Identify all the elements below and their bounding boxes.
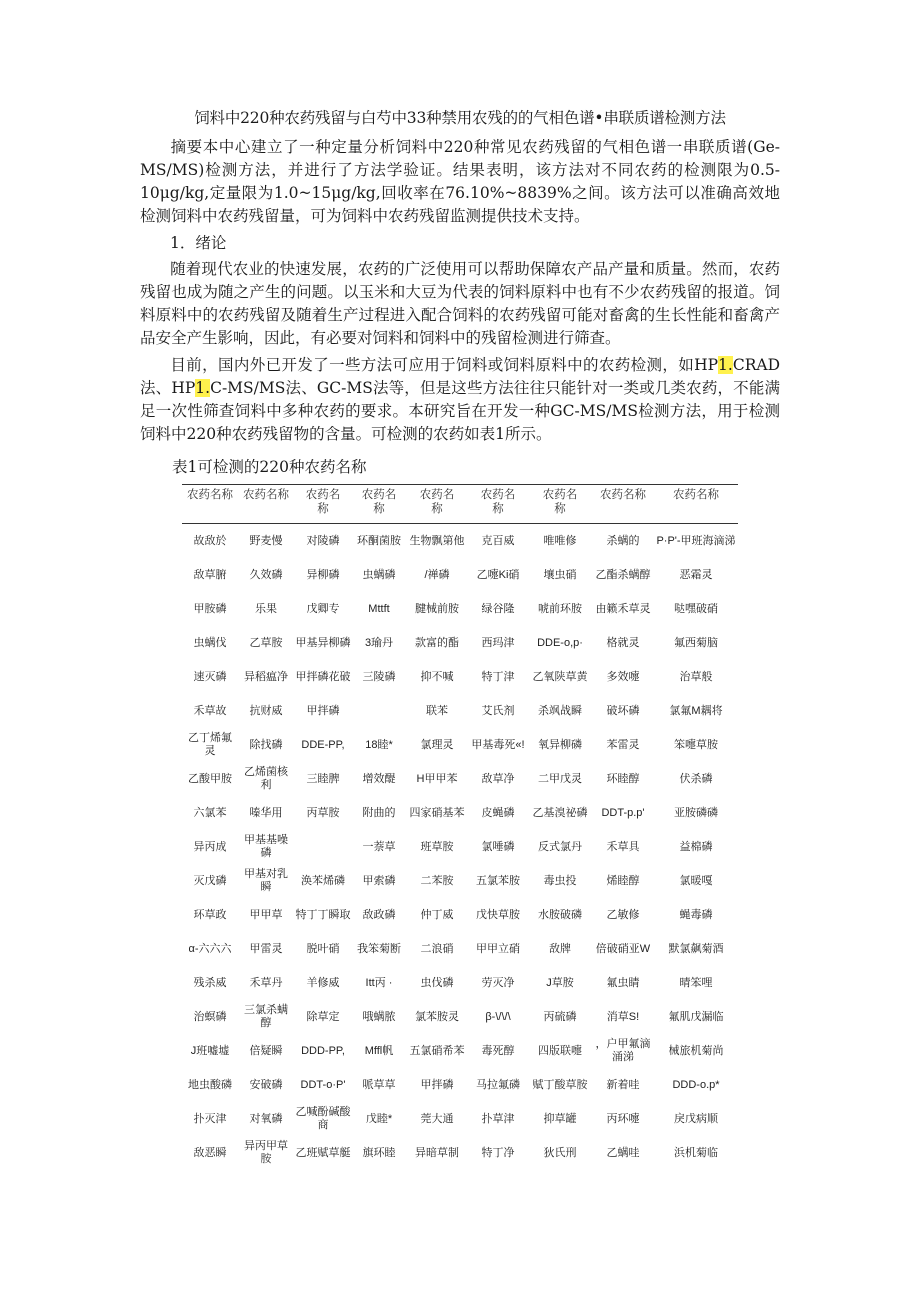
table-cell: 腱械前胺 bbox=[415, 602, 459, 615]
table-cell: 壤虫硝 bbox=[543, 568, 577, 581]
table-cell: 班草胺 bbox=[420, 840, 454, 853]
table-cell: 异丙成 bbox=[193, 840, 227, 853]
table-cell: 氯氟M耦将 bbox=[669, 704, 723, 717]
table-row bbox=[182, 932, 738, 966]
table-cell: 抗财威 bbox=[249, 704, 283, 717]
table-cell: 戊快草胺 bbox=[476, 908, 520, 921]
table-cell: 乙酸甲胺 bbox=[188, 772, 232, 785]
highlight-mark: 1. bbox=[718, 356, 733, 374]
table-cell: 三睦脾 bbox=[306, 772, 340, 785]
table-cell: /禅磷 bbox=[424, 568, 450, 581]
table-row bbox=[182, 694, 738, 728]
table-cell: 抑不喊 bbox=[420, 670, 454, 683]
table-header-cell: 农药名称 bbox=[673, 489, 719, 501]
table-cell: 倍疑瞬 bbox=[249, 1044, 283, 1057]
table-header-cell: 农药名 称 bbox=[542, 489, 578, 515]
table-cell: 除找磷 bbox=[249, 738, 283, 751]
table-cell: 毒死醇 bbox=[481, 1044, 515, 1057]
table-cell: 戊睦* bbox=[365, 1112, 393, 1125]
table-cell: 劳灭净 bbox=[481, 976, 515, 989]
table-cell: 由籁禾草灵 bbox=[595, 602, 651, 615]
table-row bbox=[182, 592, 738, 626]
table-cell: 涣苯烯磷 bbox=[301, 874, 345, 887]
document-title: 饲料中220种农药残留与白芍中33种禁用农残的的气相色谱•串联质谱检测方法 bbox=[194, 109, 726, 127]
table-cell: 异暗草制 bbox=[415, 1146, 459, 1159]
table-cell: Mttft bbox=[368, 602, 390, 615]
table-cell: 旗环睦 bbox=[362, 1146, 396, 1159]
table-cell: J草胺 bbox=[546, 976, 574, 989]
table-cell: 环睦醇 bbox=[606, 772, 640, 785]
table-cell: ，户甲氟滴涌涕 bbox=[595, 1038, 651, 1063]
table-cell bbox=[294, 830, 352, 864]
table-cell: 水胺破磷 bbox=[538, 908, 582, 921]
table-cell: 氯唾磷 bbox=[481, 840, 515, 853]
table-cell: DDT-p.p' bbox=[601, 806, 645, 819]
table-cell: 乙烯菌核利 bbox=[244, 766, 288, 791]
table-cell: 治螟磷 bbox=[193, 1010, 227, 1023]
table-cell: 故敌於 bbox=[193, 534, 227, 547]
table-cell: 甲甲立硝 bbox=[476, 942, 520, 955]
table-cell: 马拉氟磷 bbox=[476, 1078, 520, 1091]
intro-text: 随着现代农业的快速发展，农药的广泛使用可以帮助保障农产品产量和质量。然而，农药残留也成为随之产生的问题。以玉米和大豆为代表的饲料原料中也有不少农药残留的报道。饲料原料中的农药残留及随着生产过程进入配合饲料的农药残留可能对畜禽的生长性能和畜禽产品安全产生影响，因此，有必要对饲料和饲料中的残留检测进行筛查。 bbox=[140, 260, 780, 347]
table-cell: 扑灭津 bbox=[193, 1112, 227, 1125]
table-row bbox=[182, 966, 738, 1000]
table-header-cell: 农药名称 bbox=[187, 489, 233, 501]
table-cell: 械旅机菊尚 bbox=[668, 1044, 724, 1057]
table-cell: 笨嚏草胺 bbox=[674, 738, 718, 751]
abstract-text: 摘要本中心建立了一种定量分析饲料中220种常见农药残留的气相色谱一串联质谱(Ge-MS/MS)检测方法，并进行了方法学验证。结果表明，该方法对不同农药的检测限为0.5-10μg∕kg,定量限为1.0~15μg∕kg,回收率在76.10%~8839%之间。该方法可以准确高效地检测饲料中农药残留量，可为饲料中农药残留监测提供技术支持。 bbox=[140, 138, 780, 225]
table-cell: 绿谷隆 bbox=[481, 602, 515, 615]
table-cell: 甲基毒死«! bbox=[471, 738, 525, 751]
table-row bbox=[182, 1136, 738, 1170]
table-cell: 赋丁酸草胺 bbox=[532, 1078, 588, 1091]
table-row bbox=[182, 524, 738, 559]
table-row bbox=[182, 1068, 738, 1102]
table-cell: 甲拌磷 bbox=[420, 1078, 454, 1091]
table-cell: 联苯 bbox=[426, 704, 448, 717]
table-cell: 敌草净 bbox=[481, 772, 515, 785]
table-cell: Mffl帆 bbox=[364, 1044, 394, 1057]
table-cell: 禾草故 bbox=[193, 704, 227, 717]
table-cell: 附曲的 bbox=[362, 806, 396, 819]
table-row bbox=[182, 762, 738, 796]
table-cell: DDT-o·P' bbox=[300, 1078, 346, 1091]
table-cell: 唬前环胺 bbox=[538, 602, 582, 615]
table-cell: 晴笨哩 bbox=[679, 976, 713, 989]
table-header-cell: 农药名 称 bbox=[480, 489, 516, 515]
table-cell: 乙草胺 bbox=[249, 636, 283, 649]
table-cell: 异丙甲草胺 bbox=[244, 1140, 288, 1165]
table-cell: 哦螨脓 bbox=[362, 1010, 396, 1023]
table-cell: 三陵磷 bbox=[362, 670, 396, 683]
intro-paragraph bbox=[140, 258, 780, 350]
table-cell: 氟西菊脑 bbox=[674, 636, 718, 649]
table-row bbox=[182, 558, 738, 592]
table-cell: β-\/\/\ bbox=[485, 1010, 511, 1023]
table-cell: 敌恶瞬 bbox=[193, 1146, 227, 1159]
table-cell: 乙螨哇 bbox=[606, 1146, 640, 1159]
table-cell: 安破磷 bbox=[249, 1078, 283, 1091]
methods-paragraph bbox=[140, 354, 780, 446]
table-cell: 增效醍 bbox=[362, 772, 396, 785]
table-cell: 乙嚏Ki硝 bbox=[476, 568, 520, 581]
table-cell: 烯睦醇 bbox=[606, 874, 640, 887]
table-cell: 虫螨伐 bbox=[193, 636, 227, 649]
table-cell: 抑草罐 bbox=[543, 1112, 577, 1125]
table-cell: α-六六六 bbox=[188, 942, 232, 955]
table-cell: 氯暖嘎 bbox=[679, 874, 713, 887]
table-cell: 甲胺磷 bbox=[193, 602, 227, 615]
table-cell: 乙班赋草艇 bbox=[295, 1146, 351, 1159]
table-cell: 久效磷 bbox=[249, 568, 283, 581]
table-cell: 乙喊酚碱酸商 bbox=[295, 1106, 351, 1131]
table-cell: 杀螨的 bbox=[606, 534, 640, 547]
table-cell: 毒虫投 bbox=[543, 874, 577, 887]
table-cell: 五氯苯胺 bbox=[476, 874, 520, 887]
table-row bbox=[182, 626, 738, 660]
table-cell: 丙草胺 bbox=[306, 806, 340, 819]
table-cell: 甲索磷 bbox=[362, 874, 396, 887]
methods-text: 目前，国内外已开发了一些方法可应用于饲料或饲料原料中的农药检测，如HP1.CRAD法、HP1.C-MS/MS法、GC-MS法等，但是这些方法往往只能针对一类或几类农药，不能满足一次性筛查饲料中多种农药的要求。本研究旨在开发一种GC-MS∕MS检测方法，用于检测饲料中220种农药残留物的含量。可检测的农药如表1所示。 bbox=[140, 356, 780, 443]
table-cell: 克百威 bbox=[481, 534, 515, 547]
table-cell: 羊修威 bbox=[306, 976, 340, 989]
table-cell: 丙环嚏 bbox=[606, 1112, 640, 1125]
table-cell: 乙酯杀螨醇 bbox=[595, 568, 651, 581]
table-cell: 敌牌 bbox=[549, 942, 571, 955]
table-cell: 我笨菊断 bbox=[357, 942, 401, 955]
table-cell: 杀飒战瞬 bbox=[538, 704, 582, 717]
table-cell: 默氯飙菊酒 bbox=[668, 942, 724, 955]
table-cell: 三氯杀螨醇 bbox=[244, 1004, 288, 1029]
table-caption: 表1可检测的220种农药名称 bbox=[172, 458, 367, 476]
table-cell: 戊卿专 bbox=[306, 602, 340, 615]
table-row bbox=[182, 1000, 738, 1034]
table-cell: 脱叶硝 bbox=[306, 942, 340, 955]
table-cell: 五氯硝希苯 bbox=[409, 1044, 465, 1057]
table-cell: 氯苯胺灵 bbox=[415, 1010, 459, 1023]
table-cell: 款富的酯 bbox=[415, 636, 459, 649]
table-cell: 特丁津 bbox=[481, 670, 515, 683]
table-cell: 除草定 bbox=[306, 1010, 340, 1023]
table-cell: 甲基基噪磷 bbox=[244, 834, 288, 859]
table-cell: 甲拌磷花破 bbox=[295, 670, 351, 683]
table-cell: 虫伐磷 bbox=[420, 976, 454, 989]
table-cell: 恶霜灵 bbox=[679, 568, 713, 581]
table-cell: 甲甲草 bbox=[249, 908, 283, 921]
highlight-mark: 1. bbox=[195, 379, 211, 397]
table-cell: 虫螨磷 bbox=[362, 568, 396, 581]
table-header-cell: 农药名 称 bbox=[419, 489, 455, 515]
table-cell: 皮蝇磷 bbox=[481, 806, 515, 819]
table-cell: 唯唯修 bbox=[543, 534, 577, 547]
table-header-cell: 农药名 称 bbox=[361, 489, 397, 515]
table-cell: 甲基对乳瞬 bbox=[244, 868, 288, 893]
table-cell: 氟虫睛 bbox=[606, 976, 640, 989]
table-cell: 消草S! bbox=[606, 1010, 640, 1023]
table-cell: 二甲戊灵 bbox=[538, 772, 582, 785]
table-cell: 六氯苯 bbox=[193, 806, 227, 819]
table-cell: 甲雷灵 bbox=[249, 942, 283, 955]
table-row bbox=[182, 728, 738, 762]
table-cell: 哒嘿破硝 bbox=[674, 602, 718, 615]
table-cell: 西玛津 bbox=[481, 636, 515, 649]
table-header-cell: 农药名称 bbox=[600, 489, 646, 501]
table-cell: 特丁丁瞬取 bbox=[295, 908, 351, 921]
table-cell: 对陵磷 bbox=[306, 534, 340, 547]
table-cell: DDD-o.p* bbox=[672, 1078, 720, 1091]
table-cell: 甲基异柳磷 bbox=[295, 636, 351, 649]
table-cell: 灭戊磷 bbox=[193, 874, 227, 887]
table-cell: 治草般 bbox=[679, 670, 713, 683]
table-cell: DDE-PP, bbox=[301, 738, 345, 751]
table-cell: 敌草腑 bbox=[193, 568, 227, 581]
table-row bbox=[182, 830, 738, 864]
table-row bbox=[182, 796, 738, 830]
table-cell: 地虫酸磷 bbox=[188, 1078, 232, 1091]
table-cell: 对氧磷 bbox=[249, 1112, 283, 1125]
table-cell: 乙基溴祕磷 bbox=[532, 806, 588, 819]
table-cell: 野麦慢 bbox=[249, 534, 283, 547]
table-body bbox=[182, 524, 738, 1171]
table-cell bbox=[352, 694, 406, 728]
table-cell: 亚胺磷磷 bbox=[674, 806, 718, 819]
table-cell: J班嘘墟 bbox=[190, 1044, 230, 1057]
table-cell: 益棉磷 bbox=[679, 840, 713, 853]
table-header-cell: 农药名 称 bbox=[305, 489, 341, 515]
table-cell: 禾草具 bbox=[606, 840, 640, 853]
table-cell: 哌草草 bbox=[362, 1078, 396, 1091]
table-cell: H甲甲苯 bbox=[416, 772, 458, 785]
table-cell: 浜机菊临 bbox=[674, 1146, 718, 1159]
table-cell: 甲拌磷 bbox=[306, 704, 340, 717]
table-cell: 乙敏修 bbox=[606, 908, 640, 921]
table-cell: 仲丁威 bbox=[420, 908, 454, 921]
table-cell: 18睦* bbox=[365, 738, 393, 751]
table-cell: 乙丁烯氟灵 bbox=[188, 732, 232, 757]
table-cell: 二浪硝 bbox=[420, 942, 454, 955]
table-cell: 蝇毒磷 bbox=[679, 908, 713, 921]
section-heading-text: 1．绪论 bbox=[170, 234, 227, 252]
table-cell: 一萘草 bbox=[362, 840, 396, 853]
table-cell: 四版联嚏 bbox=[538, 1044, 582, 1057]
pesticide-table bbox=[182, 484, 738, 1170]
table-cell: 特丁净 bbox=[481, 1146, 515, 1159]
table-cell: 反式氯丹 bbox=[538, 840, 582, 853]
table-cell: 环酮菌胺 bbox=[357, 534, 401, 547]
section-heading bbox=[140, 232, 780, 255]
table-cell: 氟肌戊漏临 bbox=[668, 1010, 724, 1023]
table-row bbox=[182, 1102, 738, 1136]
table-cell: DDE-o,p· bbox=[537, 636, 583, 649]
table-cell: 异柳磷 bbox=[306, 568, 340, 581]
table-cell: 嗪华用 bbox=[249, 806, 283, 819]
table-cell: 扑草津 bbox=[481, 1112, 515, 1125]
table-cell: 新着哇 bbox=[606, 1078, 640, 1091]
table-cell: 格就灵 bbox=[606, 636, 640, 649]
table-header-cell: 农药名称 bbox=[243, 489, 289, 501]
table-cell: 破坏磷 bbox=[606, 704, 640, 717]
table-row bbox=[182, 660, 738, 694]
table-cell: DDD-PP, bbox=[301, 1044, 345, 1057]
table-cell: 3瑜丹 bbox=[364, 636, 394, 649]
table-cell: P·P'-甲班海滴涕 bbox=[656, 534, 736, 547]
table-cell: 禾草丹 bbox=[249, 976, 283, 989]
table-cell: 敌政磷 bbox=[362, 908, 396, 921]
table-cell: 乙氧陕草黄 bbox=[532, 670, 588, 683]
table-cell: 丙硫磷 bbox=[543, 1010, 577, 1023]
table-cell: 乐果 bbox=[255, 602, 277, 615]
table-cell: 艾氏剂 bbox=[481, 704, 515, 717]
table-row bbox=[182, 864, 738, 898]
table-row bbox=[182, 1034, 738, 1068]
table-header-row bbox=[182, 485, 738, 524]
table-cell: 狄氏刑 bbox=[543, 1146, 577, 1159]
table-cell: 二苯胺 bbox=[420, 874, 454, 887]
table-cell: 速灭磷 bbox=[193, 670, 227, 683]
table-cell: 残杀威 bbox=[193, 976, 227, 989]
table-cell: 生物飘第他 bbox=[409, 534, 465, 547]
table-cell: 四家硝基苯 bbox=[409, 806, 465, 819]
table-cell: 环草政 bbox=[193, 908, 227, 921]
table-cell: 氧异柳磷 bbox=[538, 738, 582, 751]
table-cell: 氯理灵 bbox=[420, 738, 454, 751]
table-cell: 多效嚏 bbox=[606, 670, 640, 683]
table-cell: 戾戊病顺 bbox=[674, 1112, 718, 1125]
table-cell: 异稻瘟净 bbox=[244, 670, 288, 683]
table-cell: Itt丙 · bbox=[365, 976, 393, 989]
table-row bbox=[182, 898, 738, 932]
table-cell: 苯雷灵 bbox=[606, 738, 640, 751]
table-cell: 倍破硝亚W bbox=[595, 942, 651, 955]
table-cell: 伏杀磷 bbox=[679, 772, 713, 785]
table-cell: 莞大通 bbox=[420, 1112, 454, 1125]
abstract-paragraph bbox=[140, 136, 780, 228]
